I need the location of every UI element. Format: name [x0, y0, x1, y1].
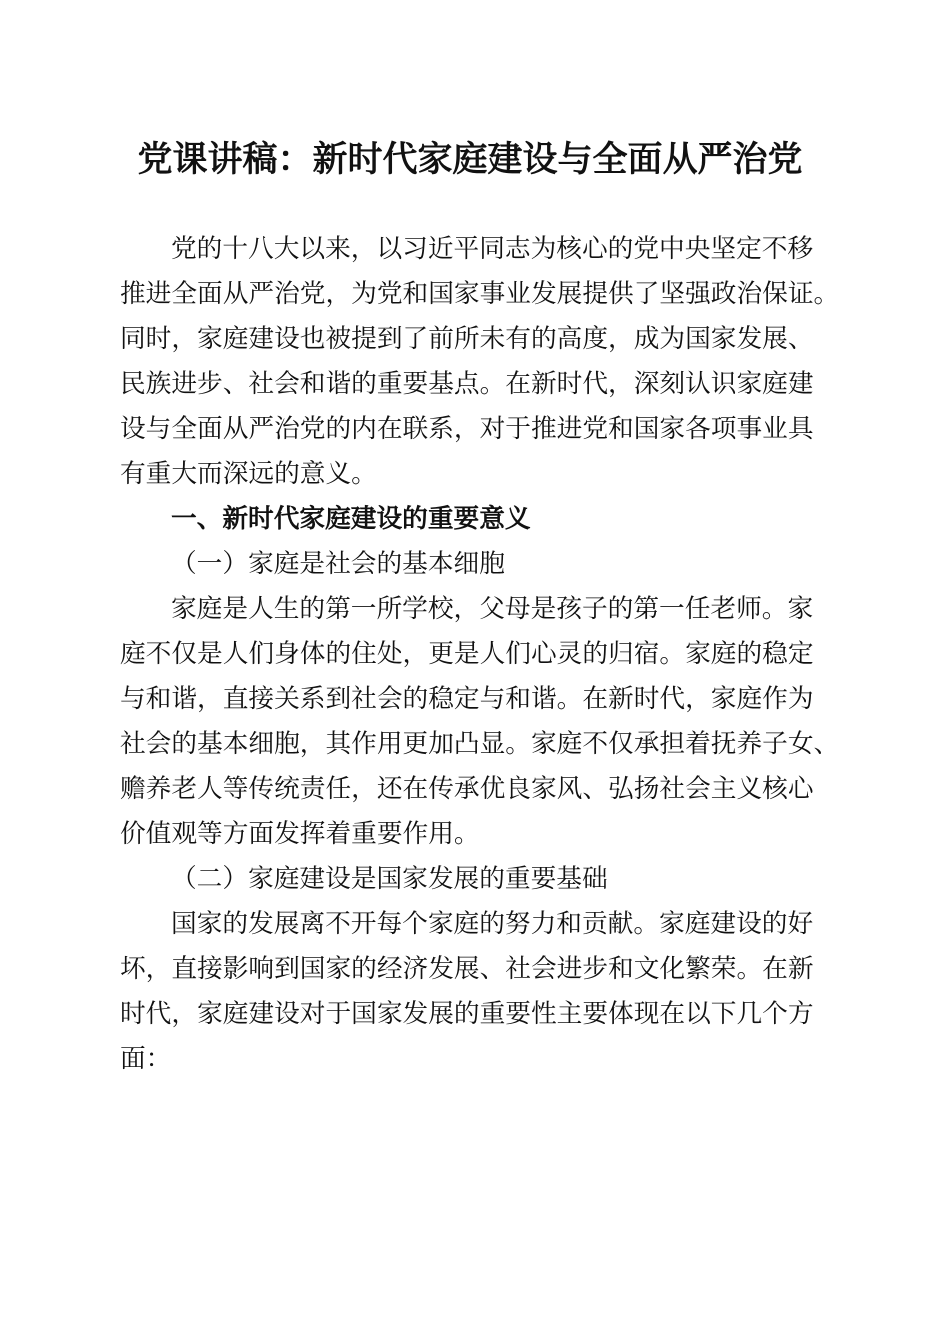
paragraph-line: 坏，直接影响到国家的经济发展、社会进步和文化繁荣。在新 [120, 954, 814, 984]
document-title: 党课讲稿：新时代家庭建设与全面从严治党 [137, 139, 803, 180]
document-body [120, 227, 860, 1082]
paragraph-line: 价值观等方面发挥着重要作用。 [120, 819, 480, 849]
paragraph-line: 民族进步、社会和谐的重要基点。在新时代，深刻认识家庭建 [120, 369, 814, 399]
paragraph-line: 赡养老人等传统责任，还在传承优良家风、弘扬社会主义核心 [120, 774, 814, 804]
paragraph-line: 党的十八大以来，以习近平同志为核心的党中央坚定不移 [171, 234, 814, 264]
paragraph-line: 国家的发展离不开每个家庭的努力和贡献。家庭建设的好 [171, 909, 814, 939]
subsection-2-paragraph [120, 902, 860, 1082]
paragraph-line: 社会的基本细胞，其作用更加凸显。家庭不仅承担着抚养子女、 [120, 729, 840, 759]
paragraph-line: 同时，家庭建设也被提到了前所未有的高度，成为国家发展、 [120, 324, 814, 354]
paragraph-line: 设与全面从严治党的内在联系，对于推进党和国家各项事业具 [120, 414, 814, 444]
intro-paragraph [120, 227, 860, 497]
paragraph-line: 与和谐，直接关系到社会的稳定与和谐。在新时代，家庭作为 [120, 684, 814, 714]
subsection-heading: （二）家庭建设是国家发展的重要基础 [171, 864, 608, 894]
paragraph-line: 面： [120, 1044, 172, 1074]
subsection-heading: （一）家庭是社会的基本细胞 [171, 549, 505, 579]
paragraph-line: 有重大而深远的意义。 [120, 459, 377, 489]
section-heading: 一、新时代家庭建设的重要意义 [171, 504, 531, 534]
paragraph-line: 家庭是人生的第一所学校，父母是孩子的第一任老师。家 [171, 594, 814, 624]
paragraph-line: 时代，家庭建设对于国家发展的重要性主要体现在以下几个方 [120, 999, 814, 1029]
paragraph-line: 庭不仅是人们身体的住处，更是人们心灵的归宿。家庭的稳定 [120, 639, 814, 669]
subsection-1-paragraph [120, 587, 860, 857]
paragraph-line: 推进全面从严治党，为党和国家事业发展提供了坚强政治保证。 [120, 279, 840, 309]
